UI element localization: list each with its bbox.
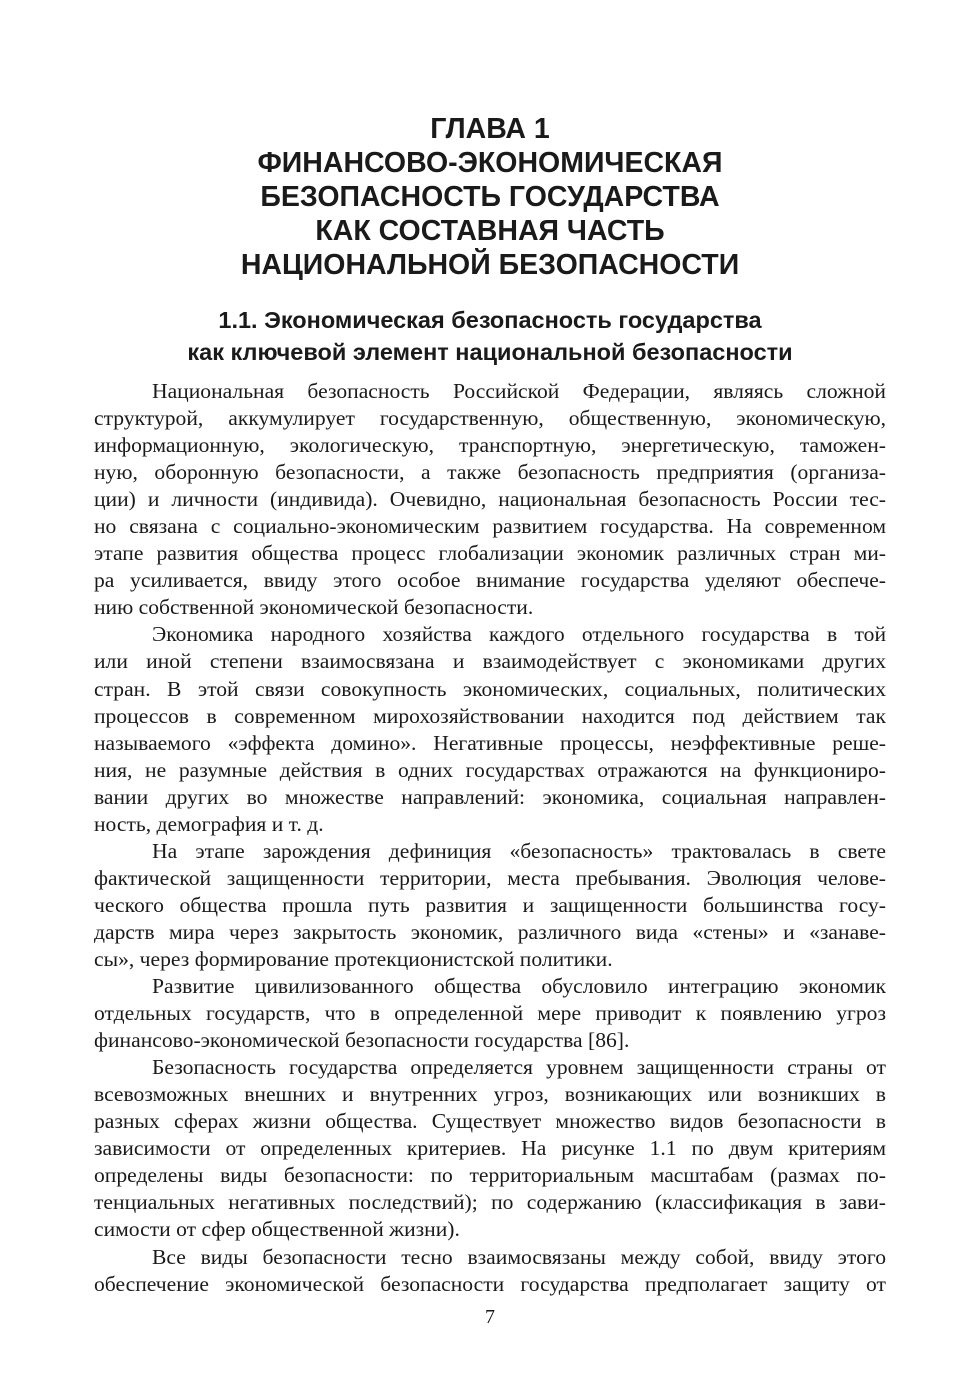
page-number: 7 — [485, 1306, 495, 1328]
text-line: сы», через формирование протекционистской политики. — [94, 946, 613, 971]
text-line: отдельных государств, что в определенной мере приводит к появлению угроз — [94, 1001, 886, 1026]
text-line: нию собственной экономической безопасности. — [94, 595, 534, 620]
text-line: ность, демография и т. д. — [94, 811, 324, 836]
text-line: симости от сфер общественной жизни). — [94, 1217, 460, 1242]
chapter-title-line: НАЦИОНАЛЬНОЙ БЕЗОПАСНОСТИ — [240, 249, 740, 281]
text-line: Развитие цивилизованного общества обусловило интеграцию экономик — [152, 974, 886, 999]
text-line: или иной степени взаимосвязана и взаимодействует с экономиками других — [94, 649, 886, 674]
paragraph — [94, 973, 886, 1054]
text-line: называемого «эффекта домино». Негативные процессы, неэффективные реше- — [94, 730, 886, 755]
text-line: ра усиливается, ввиду этого особое внимание государства уделяют обеспече- — [94, 568, 886, 593]
text-line: ную, оборонную безопасности, а также безопасность предприятия (организа- — [94, 460, 886, 485]
text-line: разных сферах жизни общества. Существует множество видов безопасности в — [94, 1109, 886, 1134]
chapter-title-line: БЕЗОПАСНОСТЬ ГОСУДАРСТВА — [260, 181, 720, 213]
text-line: ции) и личности (индивида). Очевидно, национальная безопасность России тес- — [94, 487, 886, 512]
text-line: определены виды безопасности: по территориальным масштабам (размах по- — [94, 1163, 886, 1188]
chapter-title-line: ФИНАНСОВО-ЭКОНОМИЧЕСКАЯ — [257, 147, 723, 179]
section-heading — [90, 304, 890, 368]
text-line: тенциальных негативных последствий); по содержанию (классификация в зави- — [94, 1190, 886, 1215]
paragraph — [94, 621, 886, 837]
paragraph — [94, 1054, 886, 1243]
text-line: всевозможных внешних и внутренних угроз, возникающих или возникших в — [94, 1082, 886, 1107]
text-line: информационную, экологическую, транспортную, энергетическую, таможен- — [94, 433, 886, 458]
text-line: ческого общества прошла путь развития и защищенности большинства госу- — [94, 892, 886, 917]
text-line: Безопасность государства определяется уровнем защищенности страны от — [152, 1055, 886, 1080]
text-line: фактической защищенности территории, места пребывания. Эволюция челове- — [94, 865, 886, 890]
section-heading-line: как ключевой элемент национальной безопасности — [187, 339, 793, 365]
text-line: дарств мира через закрытость экономик, различного вида «стены» и «занаве- — [94, 919, 886, 944]
text-line: ния, не разумные действия в одних государствах отражаются на функциониро- — [94, 757, 886, 782]
paragraph — [94, 1244, 886, 1298]
text-line: вании других во множестве направлений: экономика, социальная направлен- — [94, 784, 886, 809]
text-line: зависимости от определенных критериев. На рисунке 1.1 по двум критериям — [94, 1136, 886, 1161]
section-heading-line: 1.1. Экономическая безопасность государства — [218, 307, 762, 333]
text-line: Экономика народного хозяйства каждого отдельного государства в той — [152, 622, 886, 647]
body-text — [94, 378, 886, 1298]
text-line: стран. В этой связи совокупность экономических, социальных, политических — [94, 676, 886, 701]
chapter-title-line: КАК СОСТАВНАЯ ЧАСТЬ — [315, 215, 665, 247]
text-line: Национальная безопасность Российской Федерации, являясь сложной — [152, 379, 886, 403]
text-line: но связана с социально-экономическим развитием государства. На современном — [94, 514, 886, 539]
text-line: обеспечение экономической безопасности государства предполагает защиту от — [94, 1271, 886, 1296]
text-line: структурой, аккумулирует государственную, общественную, экономическую, — [94, 406, 886, 431]
text-line: финансово-экономической безопасности государства [86]. — [94, 1028, 630, 1053]
paragraph — [94, 838, 886, 973]
paragraph — [94, 378, 886, 621]
text-line: На этапе зарождения дефиниция «безопасность» трактовалась в свете — [152, 838, 886, 863]
chapter-title-line: ГЛАВА 1 — [430, 113, 550, 145]
text-line: Все виды безопасности тесно взаимосвязаны между собой, ввиду этого — [152, 1244, 886, 1269]
chapter-title — [90, 112, 890, 282]
text-line: этапе развития общества процесс глобализации экономик различных стран ми- — [94, 541, 886, 566]
text-line: процессов в современном мирохозяйствовании находится под действием так — [94, 703, 886, 728]
